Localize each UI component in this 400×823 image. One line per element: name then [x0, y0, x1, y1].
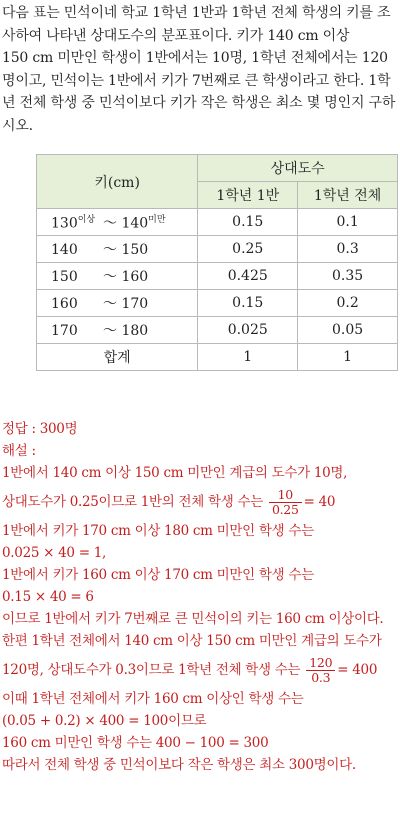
explanation-line [2, 652, 398, 688]
class-high: ～ 180 [103, 323, 149, 339]
class-low: 130 [51, 215, 78, 232]
table-row [37, 263, 398, 290]
table-row [37, 209, 398, 236]
table-row [37, 290, 398, 317]
explanation-label: 해설 : [2, 443, 36, 459]
explanation-line: 이때 1학년 전체에서 키가 160 cm 이상인 학생 수는 [2, 691, 304, 707]
explanation-line: 1반에서 키가 160 cm 이상 170 cm 미만인 학생 수는 [2, 567, 314, 583]
problem-line: 다음 표는 민석이네 학교 1학년 1반과 1학년 전체 학생의 키를 조 [2, 5, 391, 21]
total-label: 합계 [37, 344, 198, 371]
value-whole-grade: 0.2 [298, 290, 398, 317]
problem-line: 명이고, 민석이는 1반에서 키가 7번째로 큰 학생이라고 한다. 1학 [2, 72, 391, 89]
value-class1: 0.15 [198, 290, 298, 317]
fraction [269, 488, 302, 517]
problem-line: 년 전체 학생 중 민석이보다 키가 작은 학생은 최소 몇 명인지 구하 [2, 95, 396, 111]
explanation-line [2, 484, 398, 520]
fraction-numerator: 120 [306, 656, 335, 671]
total-row [37, 344, 398, 371]
value-class1: 0.425 [198, 263, 298, 290]
header-height-class: 키(cm) [37, 155, 198, 209]
fraction-denominator: 0.3 [311, 670, 331, 685]
table-row [37, 236, 398, 263]
class-interval [37, 317, 198, 344]
value-class1: 0.25 [198, 236, 298, 263]
class-low: 140 [51, 242, 78, 258]
problem-line: 사하여 나타낸 상대도수의 분포표이다. 키가 140 cm 이상 [2, 27, 350, 44]
class-low: 150 [51, 269, 78, 285]
class-interval [37, 236, 198, 263]
explanation-line: 한편 1학년 전체에서 140 cm 이상 150 cm 미만인 계급의 도수가 [2, 633, 382, 649]
class-high: ～ 170 [103, 296, 149, 312]
text-segment: = 400 [337, 662, 378, 678]
table-row [37, 317, 398, 344]
explanation-line: 따라서 전체 학생 중 민석이보다 작은 학생은 최소 300명이다. [2, 757, 356, 773]
relative-frequency-table [36, 154, 398, 371]
total-class1: 1 [198, 344, 298, 371]
text-segment: 120명, 상대도수가 0.3이므로 1학년 전체 학생 수는 [2, 662, 301, 678]
total-whole-grade: 1 [298, 344, 398, 371]
header-whole-grade: 1학년 전체 [298, 182, 398, 209]
class-high: ～ 140 [103, 215, 149, 232]
header-relative-frequency: 상대도수 [198, 155, 398, 182]
class-interval [37, 290, 198, 317]
fraction [306, 656, 335, 685]
value-whole-grade: 0.35 [298, 263, 398, 290]
answer-line: 정답 : 300명 [2, 421, 78, 437]
text-segment: = 40 [303, 494, 336, 510]
problem-line: 150 cm 미만인 학생이 1반에서는 10명, 1학년 전체에서는 120 [2, 50, 388, 66]
value-whole-grade: 0.1 [298, 209, 398, 236]
class-interval [37, 209, 198, 236]
explanation-line: 1반에서 140 cm 이상 150 cm 미만인 계급의 도수가 10명, [2, 465, 348, 481]
class-low: 160 [51, 296, 78, 312]
problem-statement [2, 2, 398, 137]
value-whole-grade: 0.05 [298, 317, 398, 344]
value-whole-grade: 0.3 [298, 236, 398, 263]
explanation-line: 0.025 × 40 = 1, [2, 545, 106, 561]
sup-label-low: 이상 [77, 214, 96, 225]
explanation-line: 160 cm 미만인 학생 수는 400 − 100 = 300 [2, 735, 269, 751]
class-high: ～ 160 [103, 269, 149, 285]
problem-line: 시오. [2, 117, 33, 134]
class-high: ～ 150 [103, 242, 149, 258]
header-class1: 1학년 1반 [198, 182, 298, 209]
explanation-line: 이므로 1반에서 키가 7번째로 큰 민석이의 키는 160 cm 이상이다. [2, 611, 384, 627]
fraction-numerator: 10 [269, 488, 302, 503]
value-class1: 0.15 [198, 209, 298, 236]
explanation-line: 1반에서 키가 170 cm 이상 180 cm 미만인 학생 수는 [2, 523, 314, 539]
fraction-denominator: 0.25 [271, 502, 299, 517]
sup-label-high: 미만 [148, 214, 166, 225]
explanation-line: 0.15 × 40 = 6 [2, 589, 94, 605]
class-low: 170 [51, 323, 78, 339]
class-interval [37, 263, 198, 290]
answer-explanation [2, 418, 398, 776]
value-class1: 0.025 [198, 317, 298, 344]
explanation-line: (0.05 + 0.2) × 400 = 100이므로 [2, 713, 207, 729]
text-segment: 상대도수가 0.25이므로 1반의 전체 학생 수는 [2, 494, 263, 510]
